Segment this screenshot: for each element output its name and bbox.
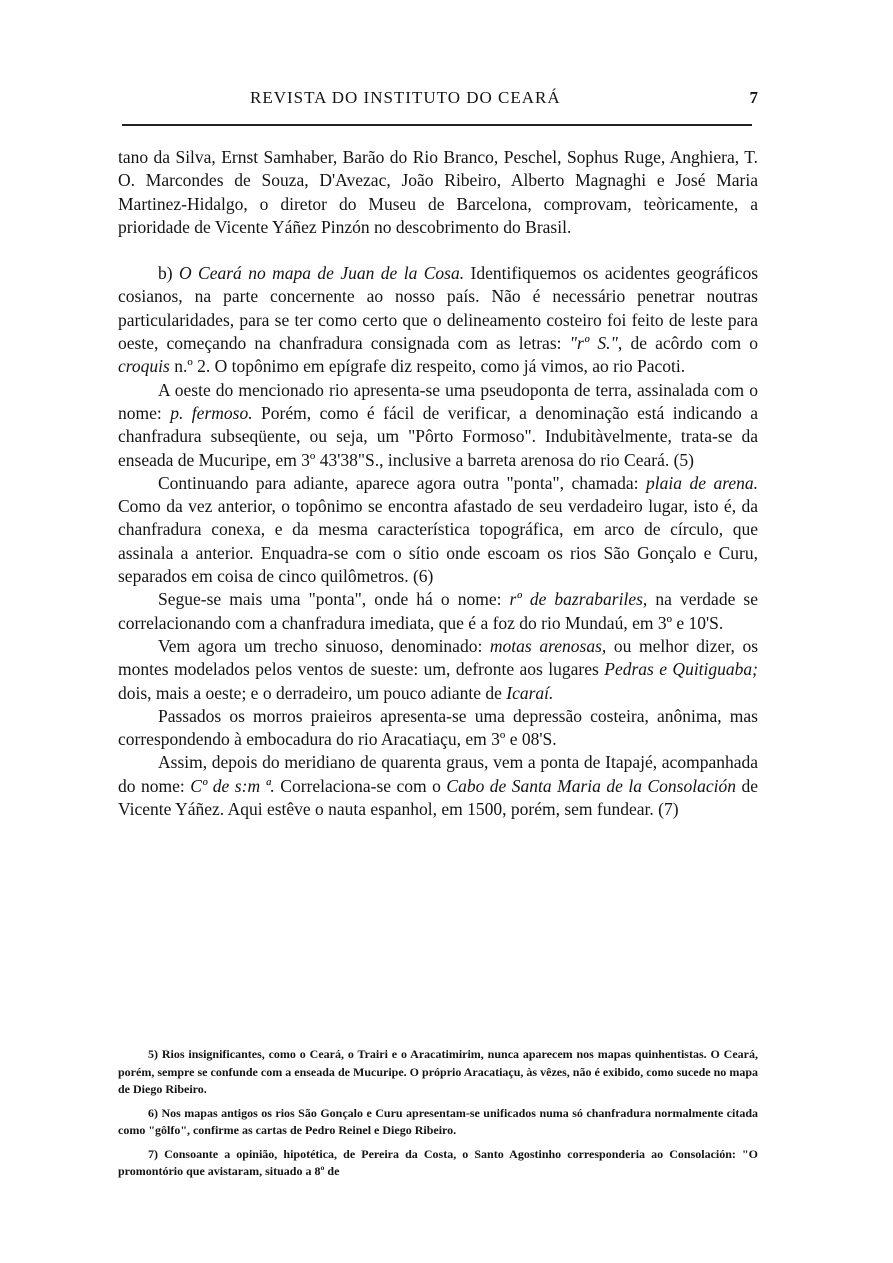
paragraph-2: b) O Ceará no mapa de Juan de la Cosa. Identifiquemos os acidentes geográficos cosianos, na parte concernente ao nosso país. Não é necessário penetrar noutras particularidades, para se ter como certo que o delineamento costeiro foi feito de leste para oeste, começando na chanfradura consignada com as letras: "rº S.", de acôrdo com o croquis n.º 2. O topônimo em epígrafe diz respeito, como já vimos, ao rio Pacoti. (118, 263, 759, 377)
page-number: 7 (749, 88, 758, 107)
paragraph-7: Passados os morros praieiros apresenta-se uma depressão costeira, anônima, mas correspondendo à embocadura do rio Aracatiaçu, em 3º e 08'S. (118, 705, 758, 750)
header-rule (122, 124, 752, 126)
footnote-5: 5) Rios insignificantes, como o Ceará, o Trairi e o Aracatimirim, nunca aparecem nos mapas quinhentistas. O Ceará, porém, sempre se confunde com a enseada de Mucuripe. O próprio Aracatiaçu, às vêzes, não é exibido, como sucede no mapa de Diego Ribeiro. (118, 1047, 758, 1096)
running-header (118, 88, 758, 114)
paragraph-8: Assim, depois do meridiano de quarenta graus, vem a ponta de Itapajé, acompanhada do nome: Cº de s:m ª. Correlaciona-se com o Cabo de Santa Maria de la Consolación de Vicente Yáñez. Aqui estêve o nauta espanhol, em 1500, porém, sem fundear. (7) (118, 752, 758, 820)
footnote-6: 6) Nos mapas antigos os rios São Gonçalo e Curu apresentam-se unificados numa só chanfradura normalmente citada como "gôlfo", confirme as cartas de Pedro Reinel e Diego Ribeiro. (118, 1105, 758, 1137)
paragraph-4: Continuando para adiante, aparece agora outra "ponta", chamada: plaia de arena. Como da vez anterior, o topônimo se encontra afastado de seu verdadeiro lugar, isto é, da chanfradura conexa, e da mesma característica topográfica, em arco de círculo, que assinala a anterior. Enquadra-se com o sítio onde escoam os rios São Gonçalo e Curu, separados em coisa de cinco quilômetros. (6) (118, 472, 759, 587)
footnotes (118, 1046, 758, 1187)
paragraph-1: tano da Silva, Ernst Samhaber, Barão do Rio Branco, Peschel, Sophus Ruge, Anghiera, T. O. Marcondes de Souza, D'Avezac, João Ribeiro, Alberto Magnaghi e José Maria Martinez-Hidalgo, o diretor do Museu de Barcelona, comprovam, teòricamente, a prioridade de Vicente Yáñez Pinzón no descobrimento do Brasil. (118, 147, 758, 237)
body-text (118, 146, 758, 821)
paragraph-3: A oeste do mencionado rio apresenta-se uma pseudoponta de terra, assinalada com o nome: p. fermoso. Porém, como é fácil de verificar, a denominação está indicando a chanfradura subseqüente, ou seja, um "Pôrto Formoso". Indubitàvelmente, trata-se da enseada de Mucuripe, em 3º 43'38"S., inclusive a barreta arenosa do rio Ceará. (5) (118, 379, 759, 470)
paragraph-5: Segue-se mais uma "ponta", onde há o nome: rº de bazrabariles, na verdade se correlacionando com a chanfradura imediata, que é a foz do rio Mundaú, em 3º e 10'S. (118, 589, 758, 633)
paragraph-6: Vem agora um trecho sinuoso, denominado: motas arenosas, ou melhor dizer, os montes modelados pelos ventos de sueste: um, defronte aos lugares Pedras e Quitiguaba; dois, mais a oeste; e o derradeiro, um pouco adiante de Icaraí. (118, 635, 759, 703)
journal-title: REVISTA DO INSTITUTO DO CEARÁ (250, 88, 561, 107)
footnote-7: 7) Consoante a opinião, hipotética, de Pereira da Costa, o Santo Agostinho corresponderia ao Consolación: "O promontório que avistaram, situado a 8º de (118, 1146, 758, 1178)
